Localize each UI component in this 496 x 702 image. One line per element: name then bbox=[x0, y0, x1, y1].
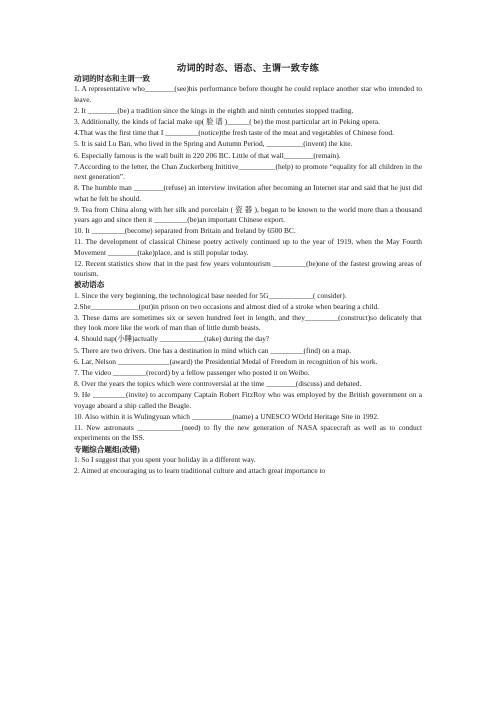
page-title: 动词的时态、语态、主谓一致专练 bbox=[176, 63, 320, 73]
exercise-item: 10. It _________(become) separated from Britain and Ireland by 6500 BC. bbox=[74, 226, 296, 236]
exercise-item: 6. Especially famous is the wall built in 220 206 BC. Little of that wall________(remain). bbox=[74, 150, 341, 160]
exercise-item: 1. A representative who________(see)his performance before thought he could replace another star who intended to leave. bbox=[74, 84, 422, 104]
exercise-item: 3. Additionally, the kinds of facial make up( 脸 谱 )______( be) the most particular art in Peking opera. bbox=[74, 116, 380, 126]
exercise-item: 5. There are two drivers. One has a destination in mind which can _________(find) on a map. bbox=[74, 345, 352, 355]
exercise-item: 11. New astronauts ____________(need) to fly the new generation of NASA spacecraft as well as to conduct experiments on the ISS. bbox=[74, 423, 422, 443]
exercise-item: 10. Also within it is Wulingyuan which ___________(name) a UNESCO WOrld Heritage Site in 1992. bbox=[74, 411, 379, 421]
exercise-item: 2. It ________(be) a tradition since the kings in the eighth and ninth centuries stopped trading. bbox=[74, 105, 354, 115]
exercise-item: 2. Aimed at encouraging us to learn traditional culture and attach great importance to bbox=[74, 466, 326, 476]
section-heading: 被动语态 bbox=[74, 280, 105, 290]
exercise-item: 8. The humble man ________(refuse) an interview invitation after becoming an Internet star and said that he just did what he felt he should. bbox=[74, 183, 422, 203]
exercise-item: 1. Since the very beginning, the technological base needed for 5G____________( consider). bbox=[74, 290, 347, 300]
exercise-item: 9. He _________(invite) to accompany Captain Robert FitzRoy who was employed by the British government on a voyage aboard a ship called the Beagle. bbox=[74, 390, 422, 410]
exercise-item: 4.That was the first time that I _________(notice)the fresh taste of the meat and vegetables of Chinese food. bbox=[74, 128, 394, 138]
section-heading: 专题综合题组(改错) bbox=[74, 444, 140, 454]
exercise-item: 4. Should nap(小睡)actually ____________(take) during the day? bbox=[74, 334, 270, 344]
exercise-item: 7.According to the letter, the Chan Zuckerberg Inititive__________(help) to promote “equality for all children in the next generation”. bbox=[74, 161, 422, 182]
exercise-item: 1. So I suggest that you spent your holiday in a different way. bbox=[74, 454, 256, 464]
exercise-item: 12. Recent statistics show that in the past few years voluntourism _________(be)one of the fastest growing areas of tourism. bbox=[74, 258, 422, 279]
section-heading: 动词的时态和主谓一致 bbox=[74, 74, 150, 83]
exercise-item: 6. Lar, Nelson ______________(award) the Presidential Medal of Freedom in recognition of his work. bbox=[74, 356, 378, 366]
exercise-item: 2.She_____________(put)in prison on two occasions and almost died of a stroke when bearing a child. bbox=[74, 301, 380, 311]
exercise-item: 7. The video _________(record) by a fellow passenger who posted it on Weibo. bbox=[74, 368, 310, 378]
exercise-item: 5. It is said Lu Ban, who lived in the Spring and Autumn Period, __________(invent) the kite. bbox=[74, 139, 353, 149]
document-body bbox=[74, 74, 422, 477]
exercise-item: 11. The development of classical Chinese poetry actively continued up to the year of 1919, when the May Fourth Movement ________(take)place, and is still popular today. bbox=[74, 237, 422, 257]
exercise-item: 3. These dams are sometimes six or seven hundred feet in length, and they_________(construct)so delicately that they look more like the work of man than of little dumb beasts. bbox=[74, 313, 422, 333]
exercise-item: 8. Over the years the topics which were controversial at the time ________(discuss) and debated. bbox=[74, 379, 362, 389]
exercise-item: 9. Tea from China along with her silk and porcelain ( 瓷 器 ), began to be known to the world more than a thousand years ago and since then it _________(be)an important Chinese export. bbox=[74, 204, 422, 224]
